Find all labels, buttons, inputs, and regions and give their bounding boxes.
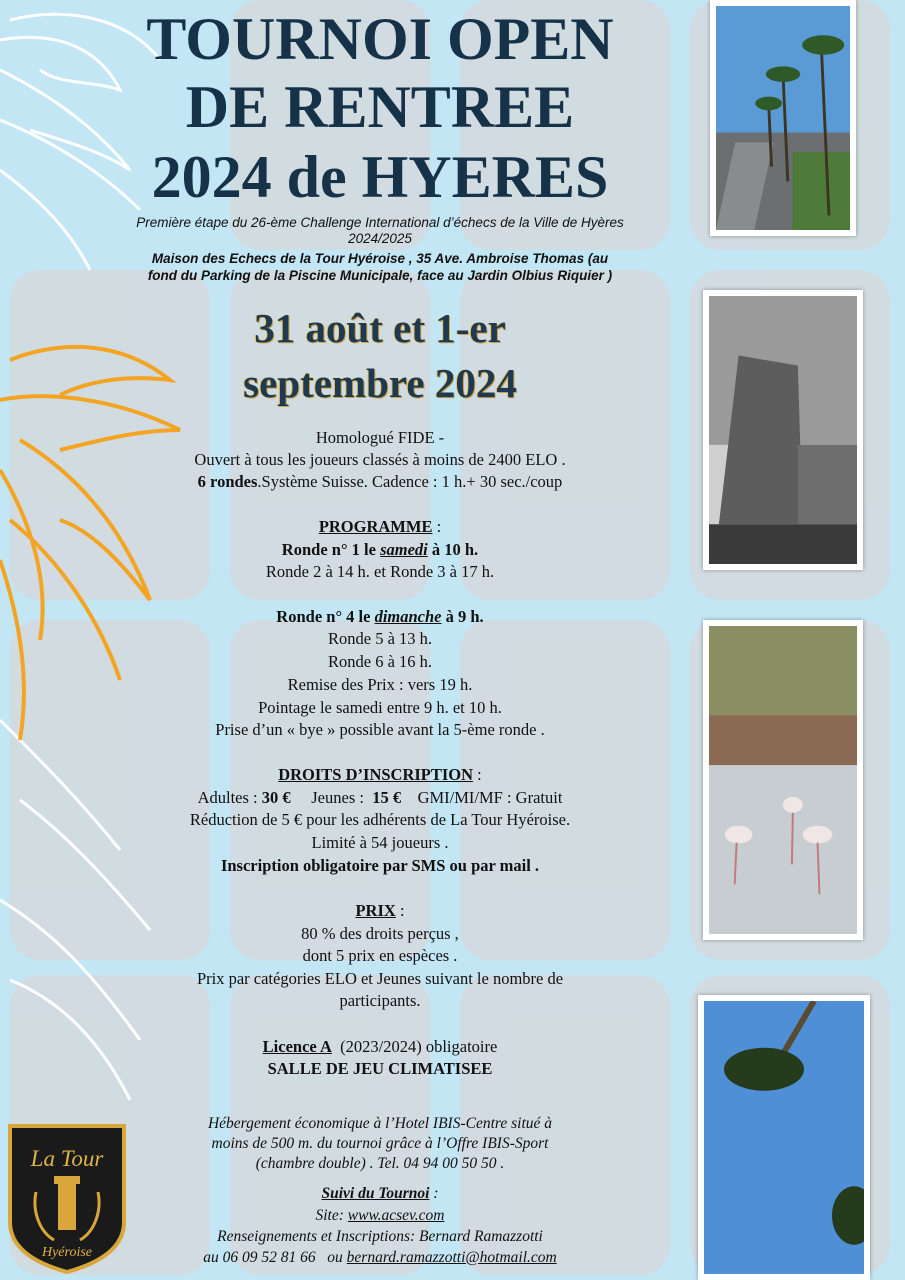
limit-line: Limité à 54 joueurs .: [311, 833, 449, 852]
round-6-line: Ronde 6 à 16 h.: [327, 652, 433, 671]
round-5-line: Ronde 5 à 13 h.: [327, 629, 433, 648]
gm-free: GMI/MI/MF : Gratuit: [401, 788, 563, 807]
round-1-b: à 10 h.: [427, 540, 479, 559]
droits-heading: [60, 764, 700, 787]
licence-line: [60, 1036, 700, 1059]
hotel-line-3: (chambre double) . Tel. 04 94 00 50 50 .: [255, 1155, 505, 1172]
rounds-line: [60, 471, 700, 494]
email-link[interactable]: bernard.ramazzotti@hotmail.com: [346, 1249, 557, 1266]
round-2-3-line: Ronde 2 à 14 h. et Ronde 3 à 17 h.: [265, 562, 495, 581]
phone-email-line: [60, 1247, 700, 1268]
droits-heading-suffix: :: [473, 765, 482, 784]
reduction-line: Réduction de 5 € pour les adhérents de La Tour Hyéroise.: [189, 810, 571, 829]
youth-value: 15 €: [372, 788, 402, 807]
prix-heading: [60, 900, 700, 923]
suivi-heading: [60, 1183, 700, 1204]
address-line-1: Maison des Echecs de la Tour Hyéroise , 35 Ave. Ambroise Thomas (au: [151, 251, 609, 266]
contact-line: Renseignements et Inscriptions: Bernard Ramazzotti: [217, 1228, 543, 1245]
date-line-1: 31 août et 1-er: [254, 305, 506, 351]
logo-text-1: La Tour: [30, 1146, 104, 1171]
logo-text-2: Hyéroise: [41, 1245, 93, 1260]
fide-line: Homologué FIDE -: [315, 428, 445, 447]
round-1-day: samedi: [380, 540, 428, 559]
rounds-count: 6 rondes: [197, 472, 258, 491]
site-line: [60, 1205, 700, 1226]
site-link[interactable]: www.acsev.com: [347, 1207, 445, 1224]
youth-label: Jeunes :: [290, 788, 373, 807]
photo-palm-sky: [698, 995, 870, 1280]
hotel-line-1: Hébergement économique à l’Hotel IBIS-Centre situé à: [207, 1115, 553, 1132]
open-line: Ouvert à tous les joueurs classés à moins de 2400 ELO .: [194, 450, 566, 469]
prix-line-4: participants.: [339, 991, 421, 1010]
prix-heading-suffix: :: [395, 901, 405, 920]
round-4-a: Ronde n° 4 le: [276, 607, 375, 626]
round-4-b: à 9 h.: [441, 607, 484, 626]
prix-heading-text: PRIX: [355, 901, 396, 920]
photo-palm-avenue: [710, 0, 856, 236]
address-line-2: fond du Parking de la Piscine Municipale, face au Jardin Olbius Riquier ): [147, 268, 613, 283]
suivi-heading-text: Suivi du Tournoi: [321, 1185, 430, 1202]
round-1-a: Ronde n° 1 le: [281, 540, 381, 559]
photo-tower: [703, 290, 863, 570]
title-line-2: DE RENTREE: [185, 74, 575, 140]
title-line-1: TOURNOI OPEN: [146, 6, 614, 72]
site-label: Site:: [315, 1207, 348, 1224]
date-line-2: septembre 2024: [243, 360, 517, 406]
prix-line-1: 80 % des droits perçus ,: [301, 924, 459, 943]
rounds-rest: .Système Suisse. Cadence : 1 h.+ 30 sec./coup: [257, 472, 563, 491]
programme-heading: [60, 516, 700, 539]
bye-line: Prise d’un « bye » possible avant la 5-ème ronde .: [215, 720, 545, 739]
salle-line: SALLE DE JEU CLIMATISEE: [267, 1059, 493, 1078]
droits-heading-text: DROITS D’INSCRIPTION: [278, 765, 474, 784]
club-logo: [6, 1122, 128, 1274]
pointage-line: Pointage le samedi entre 9 h. et 10 h.: [258, 698, 502, 717]
prix-line-2: dont 5 prix en espèces .: [302, 946, 458, 965]
suivi-heading-suffix: :: [429, 1185, 439, 1202]
photo-flamingos: [703, 620, 863, 940]
season-line: 2024/2025: [348, 231, 412, 246]
licence-rest: (2023/2024) obligatoire: [331, 1037, 498, 1056]
mandatory-line: Inscription obligatoire par SMS ou par mail .: [220, 856, 540, 875]
hotel-line-2: moins de 500 m. du tournoi grâce à l’Offre IBIS-Sport: [211, 1135, 549, 1152]
challenge-line: Première étape du 26-ème Challenge International d’échecs de la Ville de Hyères: [136, 215, 624, 230]
title-line-3: 2024 de HYERES: [151, 144, 609, 210]
adults-label: Adultes :: [197, 788, 262, 807]
round-4-line: [60, 606, 700, 629]
licence-label: Licence A: [262, 1037, 332, 1056]
round-4-day: dimanche: [374, 607, 442, 626]
prizes-time-line: Remise des Prix : vers 19 h.: [287, 675, 473, 694]
programme-heading-suffix: :: [432, 517, 442, 536]
prix-line-3: Prix par catégories ELO et Jeunes suivant le nombre de: [196, 969, 564, 988]
fees-line: [60, 787, 700, 810]
adults-value: 30 €: [261, 788, 291, 807]
phone-number: au 06 09 52 81 66 ou: [203, 1249, 347, 1266]
programme-heading-text: PROGRAMME: [318, 517, 433, 536]
round-1-line: [60, 539, 700, 562]
